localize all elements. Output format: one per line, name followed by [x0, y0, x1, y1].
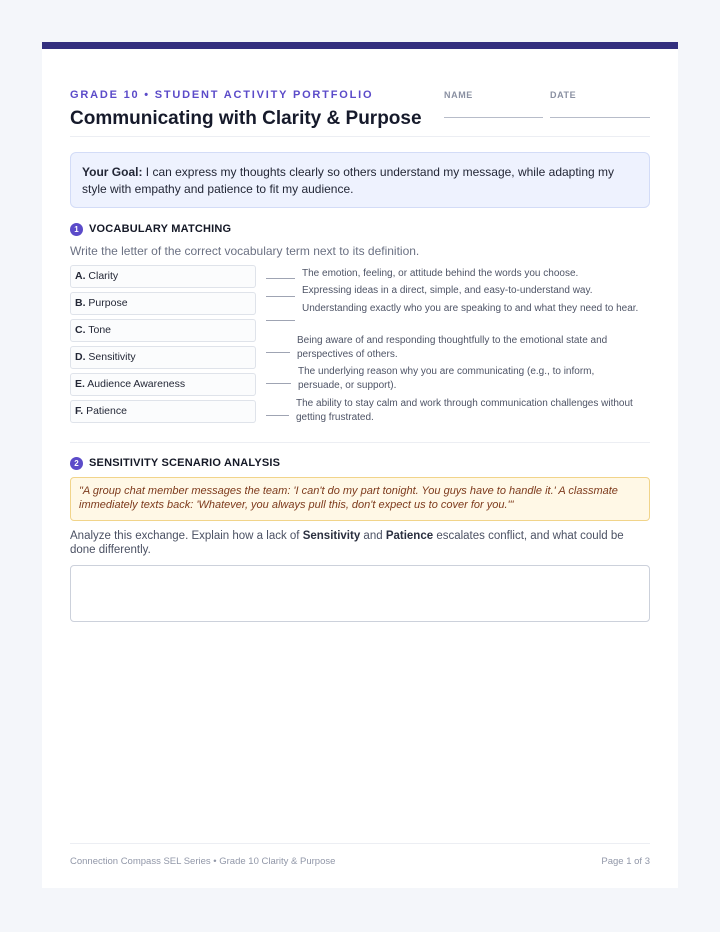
definition-text: Understanding exactly who you are speaking to and what they need to hear.	[302, 303, 639, 314]
page-number: Page 1 of 3	[601, 856, 650, 867]
section-2-number: 2	[70, 457, 83, 470]
answer-blank[interactable]	[266, 320, 295, 321]
section-1-header	[70, 221, 231, 237]
portfolio-eyebrow: GRADE 10 • STUDENT ACTIVITY PORTFOLIO	[70, 89, 374, 101]
definition-text: The emotion, feeling, or attitude behind the words you choose.	[302, 268, 579, 279]
term-label: Clarity	[88, 270, 119, 282]
term-a	[70, 265, 256, 288]
term-letter: B.	[75, 297, 86, 309]
page-title: Communicating with Clarity & Purpose	[70, 108, 422, 129]
goal-label: Your Goal:	[82, 165, 143, 179]
section-1-number: 1	[70, 223, 83, 236]
term-label: Patience	[86, 405, 127, 417]
definition-text: The underlying reason why you are communicating (e.g., to inform, persuade, or support).	[298, 366, 595, 391]
answer-blank[interactable]	[266, 383, 291, 384]
term-c	[70, 319, 256, 342]
prompt-text: and	[360, 530, 386, 542]
definition-text: The ability to stay calm and work through communication challenges without getting frustrated.	[296, 398, 633, 423]
matching-instruction: Write the letter of the correct vocabulary term next to its definition.	[70, 244, 420, 258]
term-d	[70, 346, 256, 369]
name-field[interactable]	[444, 90, 543, 100]
term-label: Purpose	[88, 297, 128, 309]
answer-blank[interactable]	[266, 296, 295, 297]
term-e	[70, 373, 256, 396]
term-b	[70, 292, 256, 315]
prompt-text: escalates conflict, and what could be done differently.	[70, 530, 624, 556]
term-label: Sensitivity	[88, 351, 136, 363]
date-field[interactable]	[550, 90, 650, 100]
scenario-quote: "A group chat member messages the team: 'I can't do my part tonight. You guys have to handle it.' A classmate immediately texts back: 'Whatever, you always pull this, don't expect us to cover for you.'"	[70, 477, 650, 521]
worksheet-page	[42, 42, 678, 888]
term-letter: C.	[75, 324, 86, 336]
footer-divider	[70, 843, 650, 844]
footer-series: Connection Compass SEL Series • Grade 10 Clarity & Purpose	[70, 856, 336, 867]
date-label: DATE	[550, 90, 577, 100]
section-2-title: SENSITIVITY SCENARIO ANALYSIS	[89, 457, 281, 469]
definition-text: Being aware of and responding thoughtfully to the emotional state and perspectives of others.	[297, 335, 608, 360]
prompt-text: Analyze this exchange. Explain how a lack of	[70, 530, 303, 542]
goal-text: I can express my thoughts clearly so others understand my message, while adapting my style with empathy and patience to fit my audience.	[82, 165, 615, 196]
term-label: Tone	[88, 324, 112, 336]
section-2-header	[70, 455, 280, 471]
date-line	[550, 117, 650, 118]
section-1-title: VOCABULARY MATCHING	[89, 223, 232, 235]
analysis-prompt	[70, 529, 650, 557]
definition-text: Expressing ideas in a direct, simple, and easy-to-understand way.	[302, 285, 593, 296]
header-divider	[70, 136, 650, 137]
name-line	[444, 117, 543, 118]
goal-box	[70, 152, 650, 208]
term-letter: A.	[75, 270, 86, 282]
term-f	[70, 400, 256, 423]
answer-blank[interactable]	[266, 352, 290, 353]
header	[70, 83, 650, 143]
term-label: Audience Awareness	[87, 378, 186, 390]
name-label: NAME	[444, 90, 473, 100]
term-letter: E.	[75, 378, 85, 390]
prompt-term-sensitivity: Sensitivity	[302, 530, 361, 542]
term-letter: F.	[75, 405, 84, 417]
term-letter: D.	[75, 351, 86, 363]
prompt-term-patience: Patience	[385, 530, 434, 542]
section-divider	[70, 442, 650, 443]
answer-blank[interactable]	[266, 278, 295, 279]
answer-textbox[interactable]	[70, 565, 650, 622]
answer-blank[interactable]	[266, 415, 289, 416]
